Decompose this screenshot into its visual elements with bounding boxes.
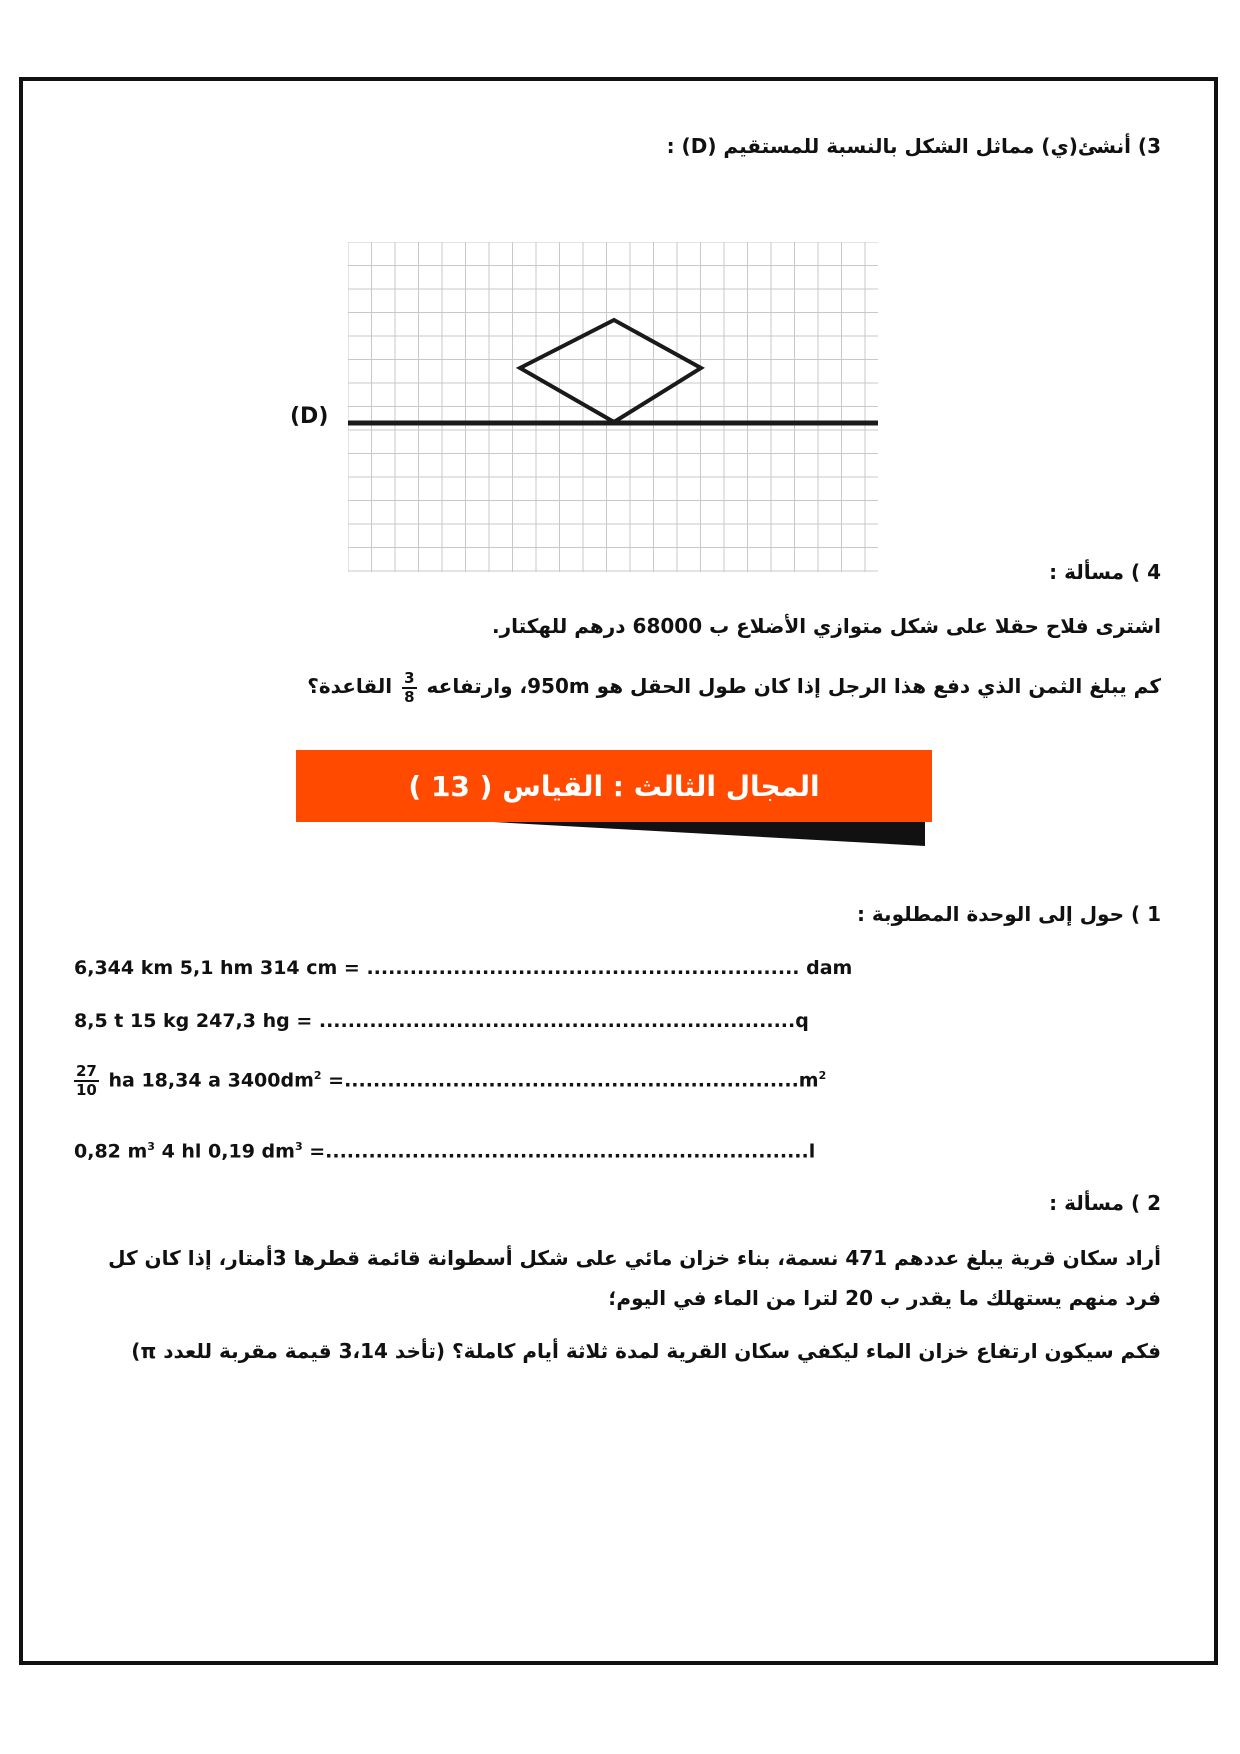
fraction-numerator: 27 bbox=[76, 1061, 97, 1080]
banner-shadow-shape bbox=[420, 818, 925, 846]
conversion-row-3 bbox=[74, 1056, 826, 1100]
row4-a: 0,82 m bbox=[74, 1140, 148, 1163]
row3-rest: =...............................................................m bbox=[321, 1069, 819, 1092]
fraction-three-eighths bbox=[402, 670, 416, 706]
q4-line2 bbox=[307, 664, 1161, 708]
row3-text: ha 18,34 a 3400dm bbox=[101, 1069, 314, 1092]
conversion-row-4 bbox=[74, 1132, 815, 1166]
section1-title: 1 ) حول إلى الوحدة المطلوبة : bbox=[856, 902, 1161, 926]
row4-sup1: 3 bbox=[147, 1140, 155, 1153]
axis-label-d: (D) bbox=[290, 404, 329, 429]
q4-line2-part1: كم يبلغ الثمن الذي دفع هذا الرجل إذا كان طول الحقل هو 950m، وارتفاعه bbox=[426, 674, 1161, 698]
q4-line1: اشترى فلاح حقلا على شكل متوازي الأضلاع ب 68000 درهم للهكتار. bbox=[491, 614, 1161, 638]
fraction-numerator: 3 bbox=[404, 668, 415, 687]
section-banner bbox=[296, 750, 932, 822]
row4-c: =...................................................................l bbox=[302, 1140, 816, 1163]
section2-para2: فكم سيكون ارتفاع خزان الماء ليكفي سكان القرية لمدة ثلاثة أيام كاملة؟ (تأخد 3،14 قيمة مقربة للعدد π) bbox=[131, 1339, 1161, 1363]
conversion-row-2: 8,5 t 15 kg 247,3 hg = ..................................................................q bbox=[74, 1010, 809, 1032]
q4-title: 4 ) مسألة : bbox=[1049, 560, 1161, 584]
row4-b: 4 hl 0,19 dm bbox=[154, 1140, 295, 1163]
banner-title: المجال الثالث : القياس ( 13 ) bbox=[408, 769, 820, 803]
q4-line2-part2: القاعدة؟ bbox=[307, 674, 393, 698]
row4-sup2: 3 bbox=[294, 1140, 303, 1153]
fraction-denominator: 10 bbox=[76, 1080, 97, 1099]
q3-title: 3) أنشئ(ي) مماثل الشكل بالنسبة للمستقيم (D) : bbox=[666, 134, 1161, 158]
grid-figure bbox=[348, 242, 878, 572]
row3-sup2: 2 bbox=[818, 1069, 827, 1082]
fraction-27-10 bbox=[74, 1063, 99, 1099]
grid-svg bbox=[348, 242, 878, 572]
section2-para1: أراد سكان قرية يبلغ عددهم 471 نسمة، بناء خزان مائي على شكل أسطوانة قائمة قطرها 3أمتار، إذا كان كل فرد منهم يستهلك ما يقدر ب 20 لترا من الماء في اليوم؛ bbox=[108, 1246, 1161, 1310]
row3-sup: 2 bbox=[313, 1069, 322, 1082]
section2-title: 2 ) مسألة : bbox=[1049, 1191, 1161, 1215]
fraction-denominator: 8 bbox=[404, 687, 415, 706]
conversion-row-1: 6,344 km 5,1 hm 314 cm = ............................................................ dam bbox=[74, 957, 853, 979]
